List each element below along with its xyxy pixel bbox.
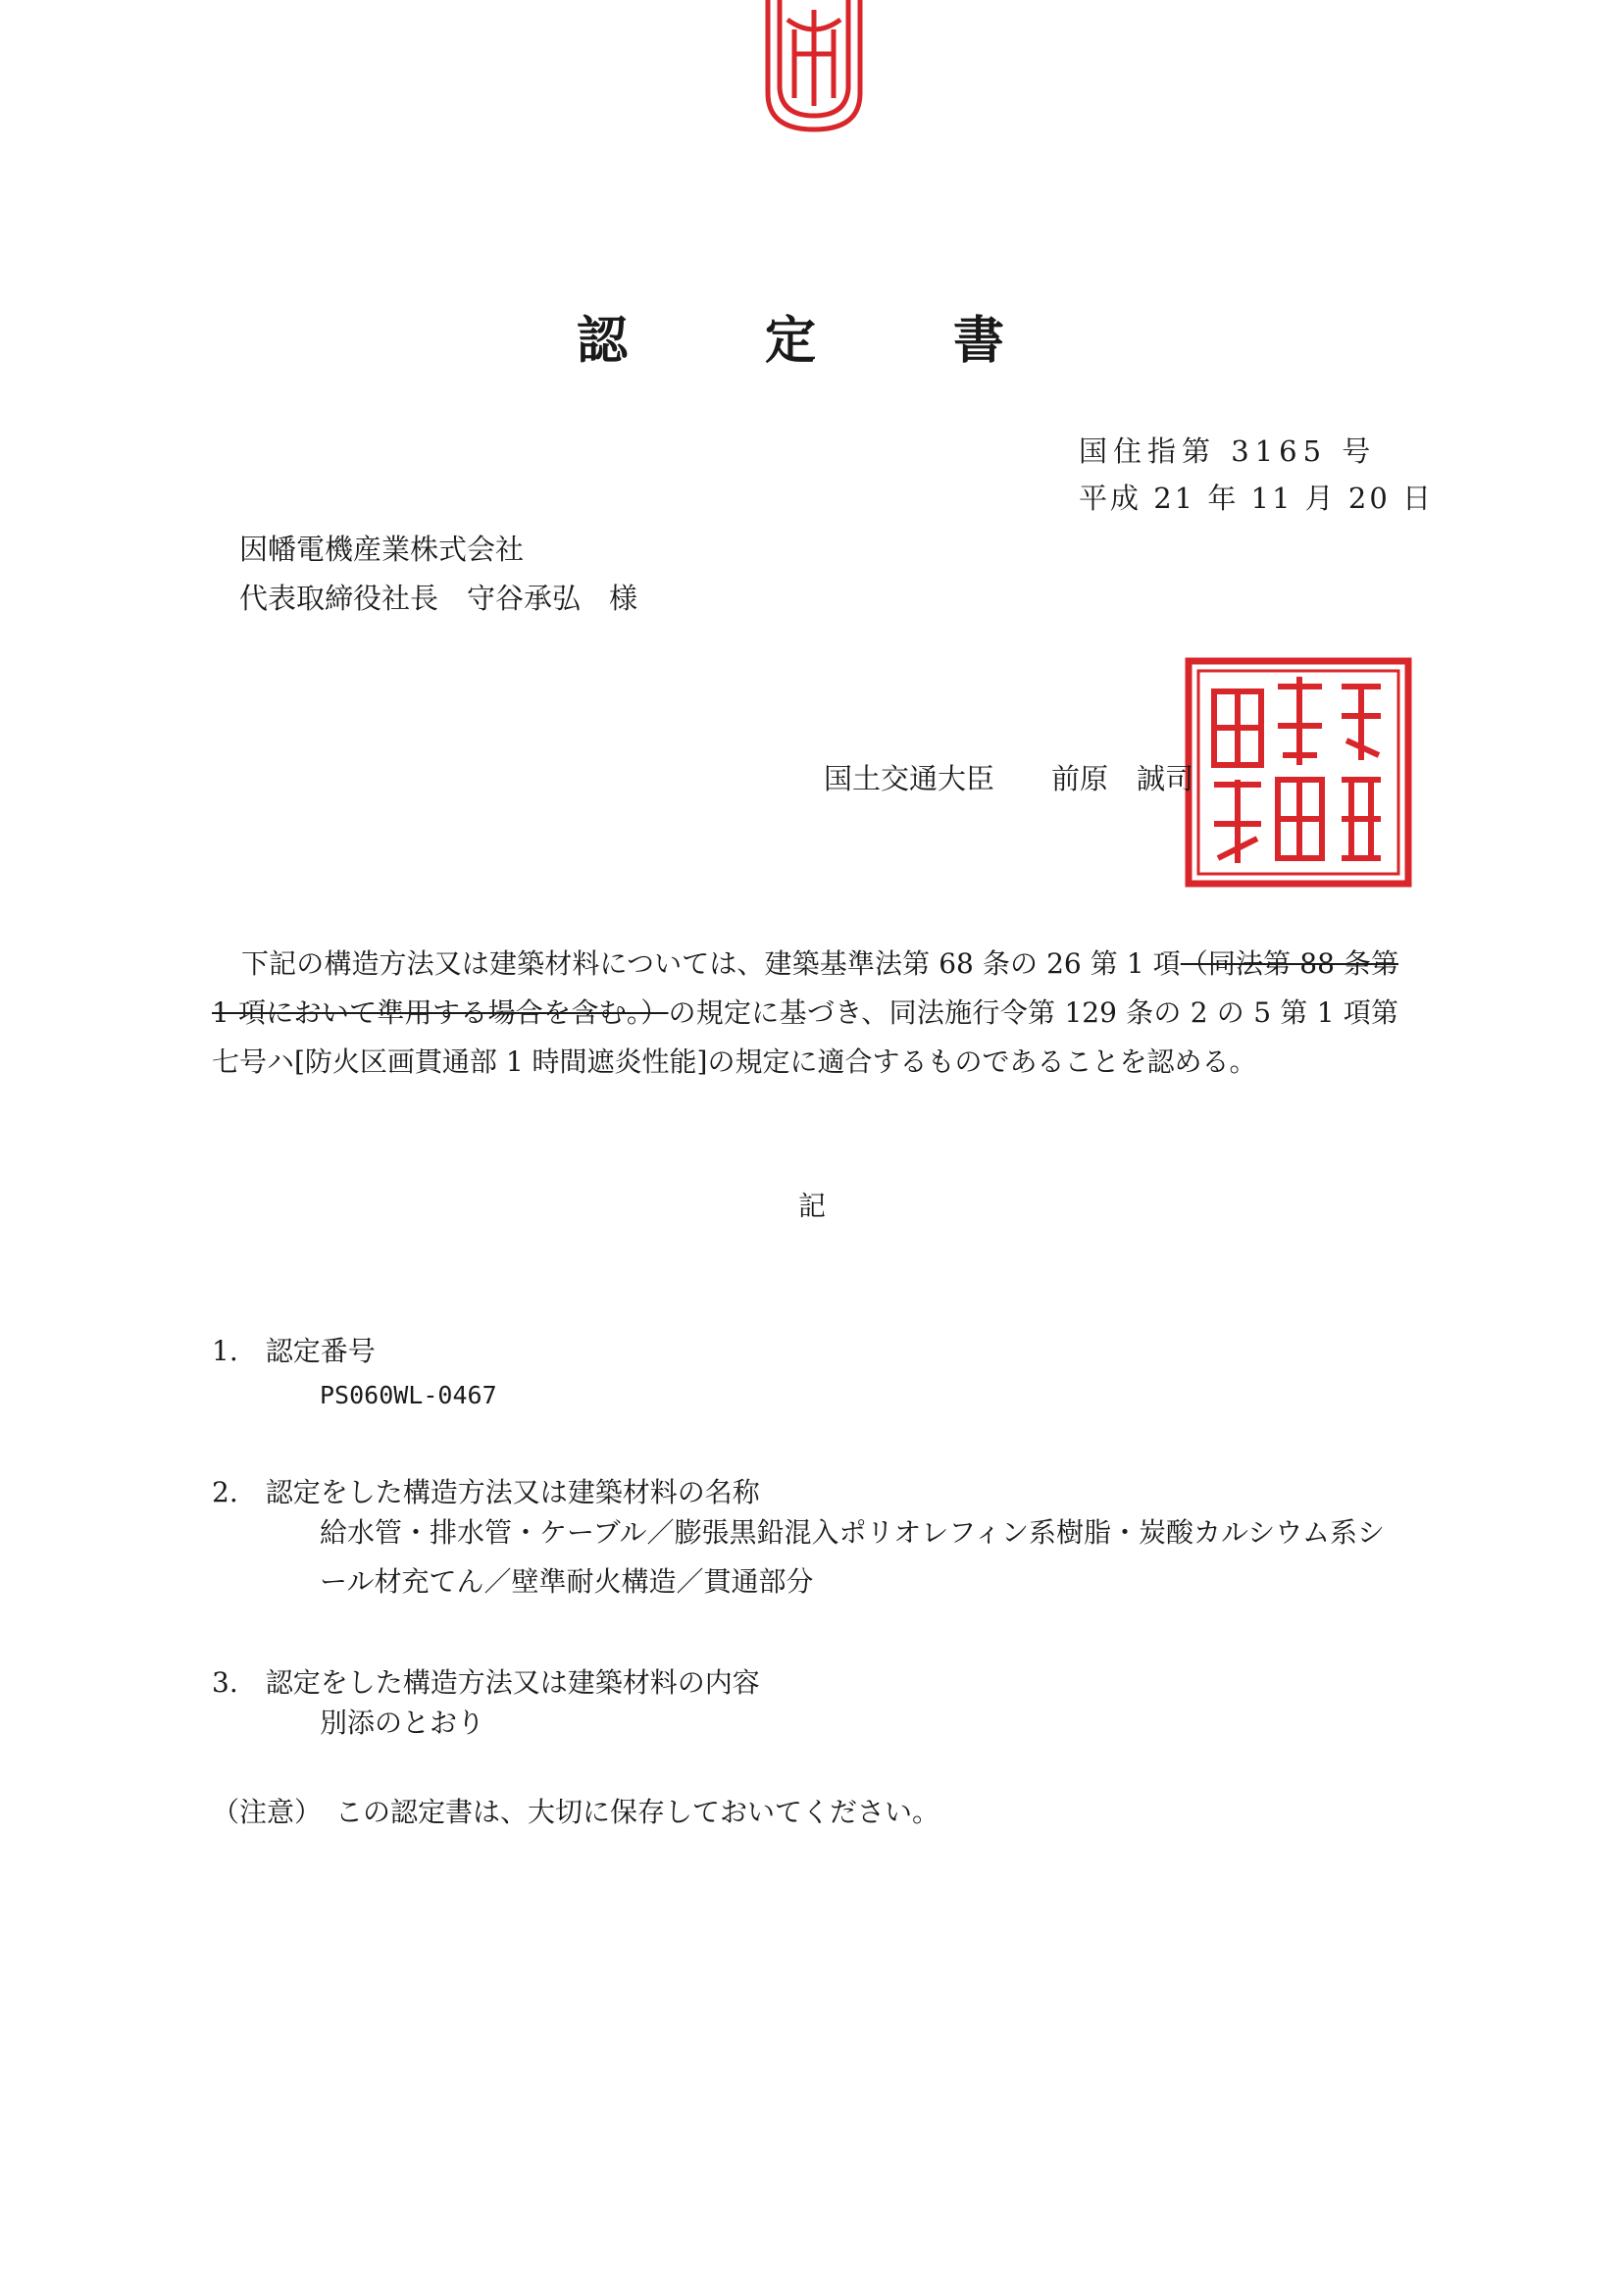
item-2-heading: 2. 認定をした構造方法又は建築材料の名称 (212, 1476, 760, 1508)
statement-part-2: の規定に基づき、同法施行令第 129 条の 2 の 5 第 1 項第七号ハ[防火区画貫通部 1 時間遮炎性能]の規定に適合するものであることを認める。 (212, 996, 1398, 1078)
item-2-body: 給水管・排水管・ケーブル／膨張黒鉛混入ポリオレフィン系樹脂・炭酸カルシウム系シール材充てん／壁準耐火構造／貫通部分 (320, 1516, 1385, 1598)
statement-part-1: 下記の構造方法又は建築材料については、建築基準法第 68 条の 26 第 1 項 (241, 947, 1181, 980)
minister-seal (1185, 657, 1412, 888)
statement-struck-text: （同法第 88 条第 1 項において準用する場合を含む。） (212, 947, 1399, 1029)
document-title: 認 定 書 (576, 311, 1047, 371)
caution-note: （注意） この認定書は、大切に保存しておいてください。 (212, 1796, 940, 1828)
issuer-name: 国土交通大臣 前原 誠司 (824, 762, 1194, 795)
top-seal (760, 0, 868, 137)
document-number: 国住指第 3165 号 (1079, 434, 1377, 468)
item-3-body: 別添のとおり (320, 1707, 485, 1739)
recipient-company: 因幡電機産業株式会社 (239, 533, 525, 566)
item-1-body: PS060WL-0467 (320, 1381, 497, 1409)
ki-heading: 記 (797, 1190, 826, 1222)
item-1-heading: 1. 認定番号 (212, 1335, 376, 1367)
item-3-heading: 3. 認定をした構造方法又は建築材料の内容 (212, 1666, 760, 1699)
document-date: 平成 21 年 11 月 20 日 (1079, 482, 1435, 515)
recipient-person: 代表取締役社長 守谷承弘 様 (239, 582, 638, 615)
certification-statement (212, 940, 1398, 1087)
